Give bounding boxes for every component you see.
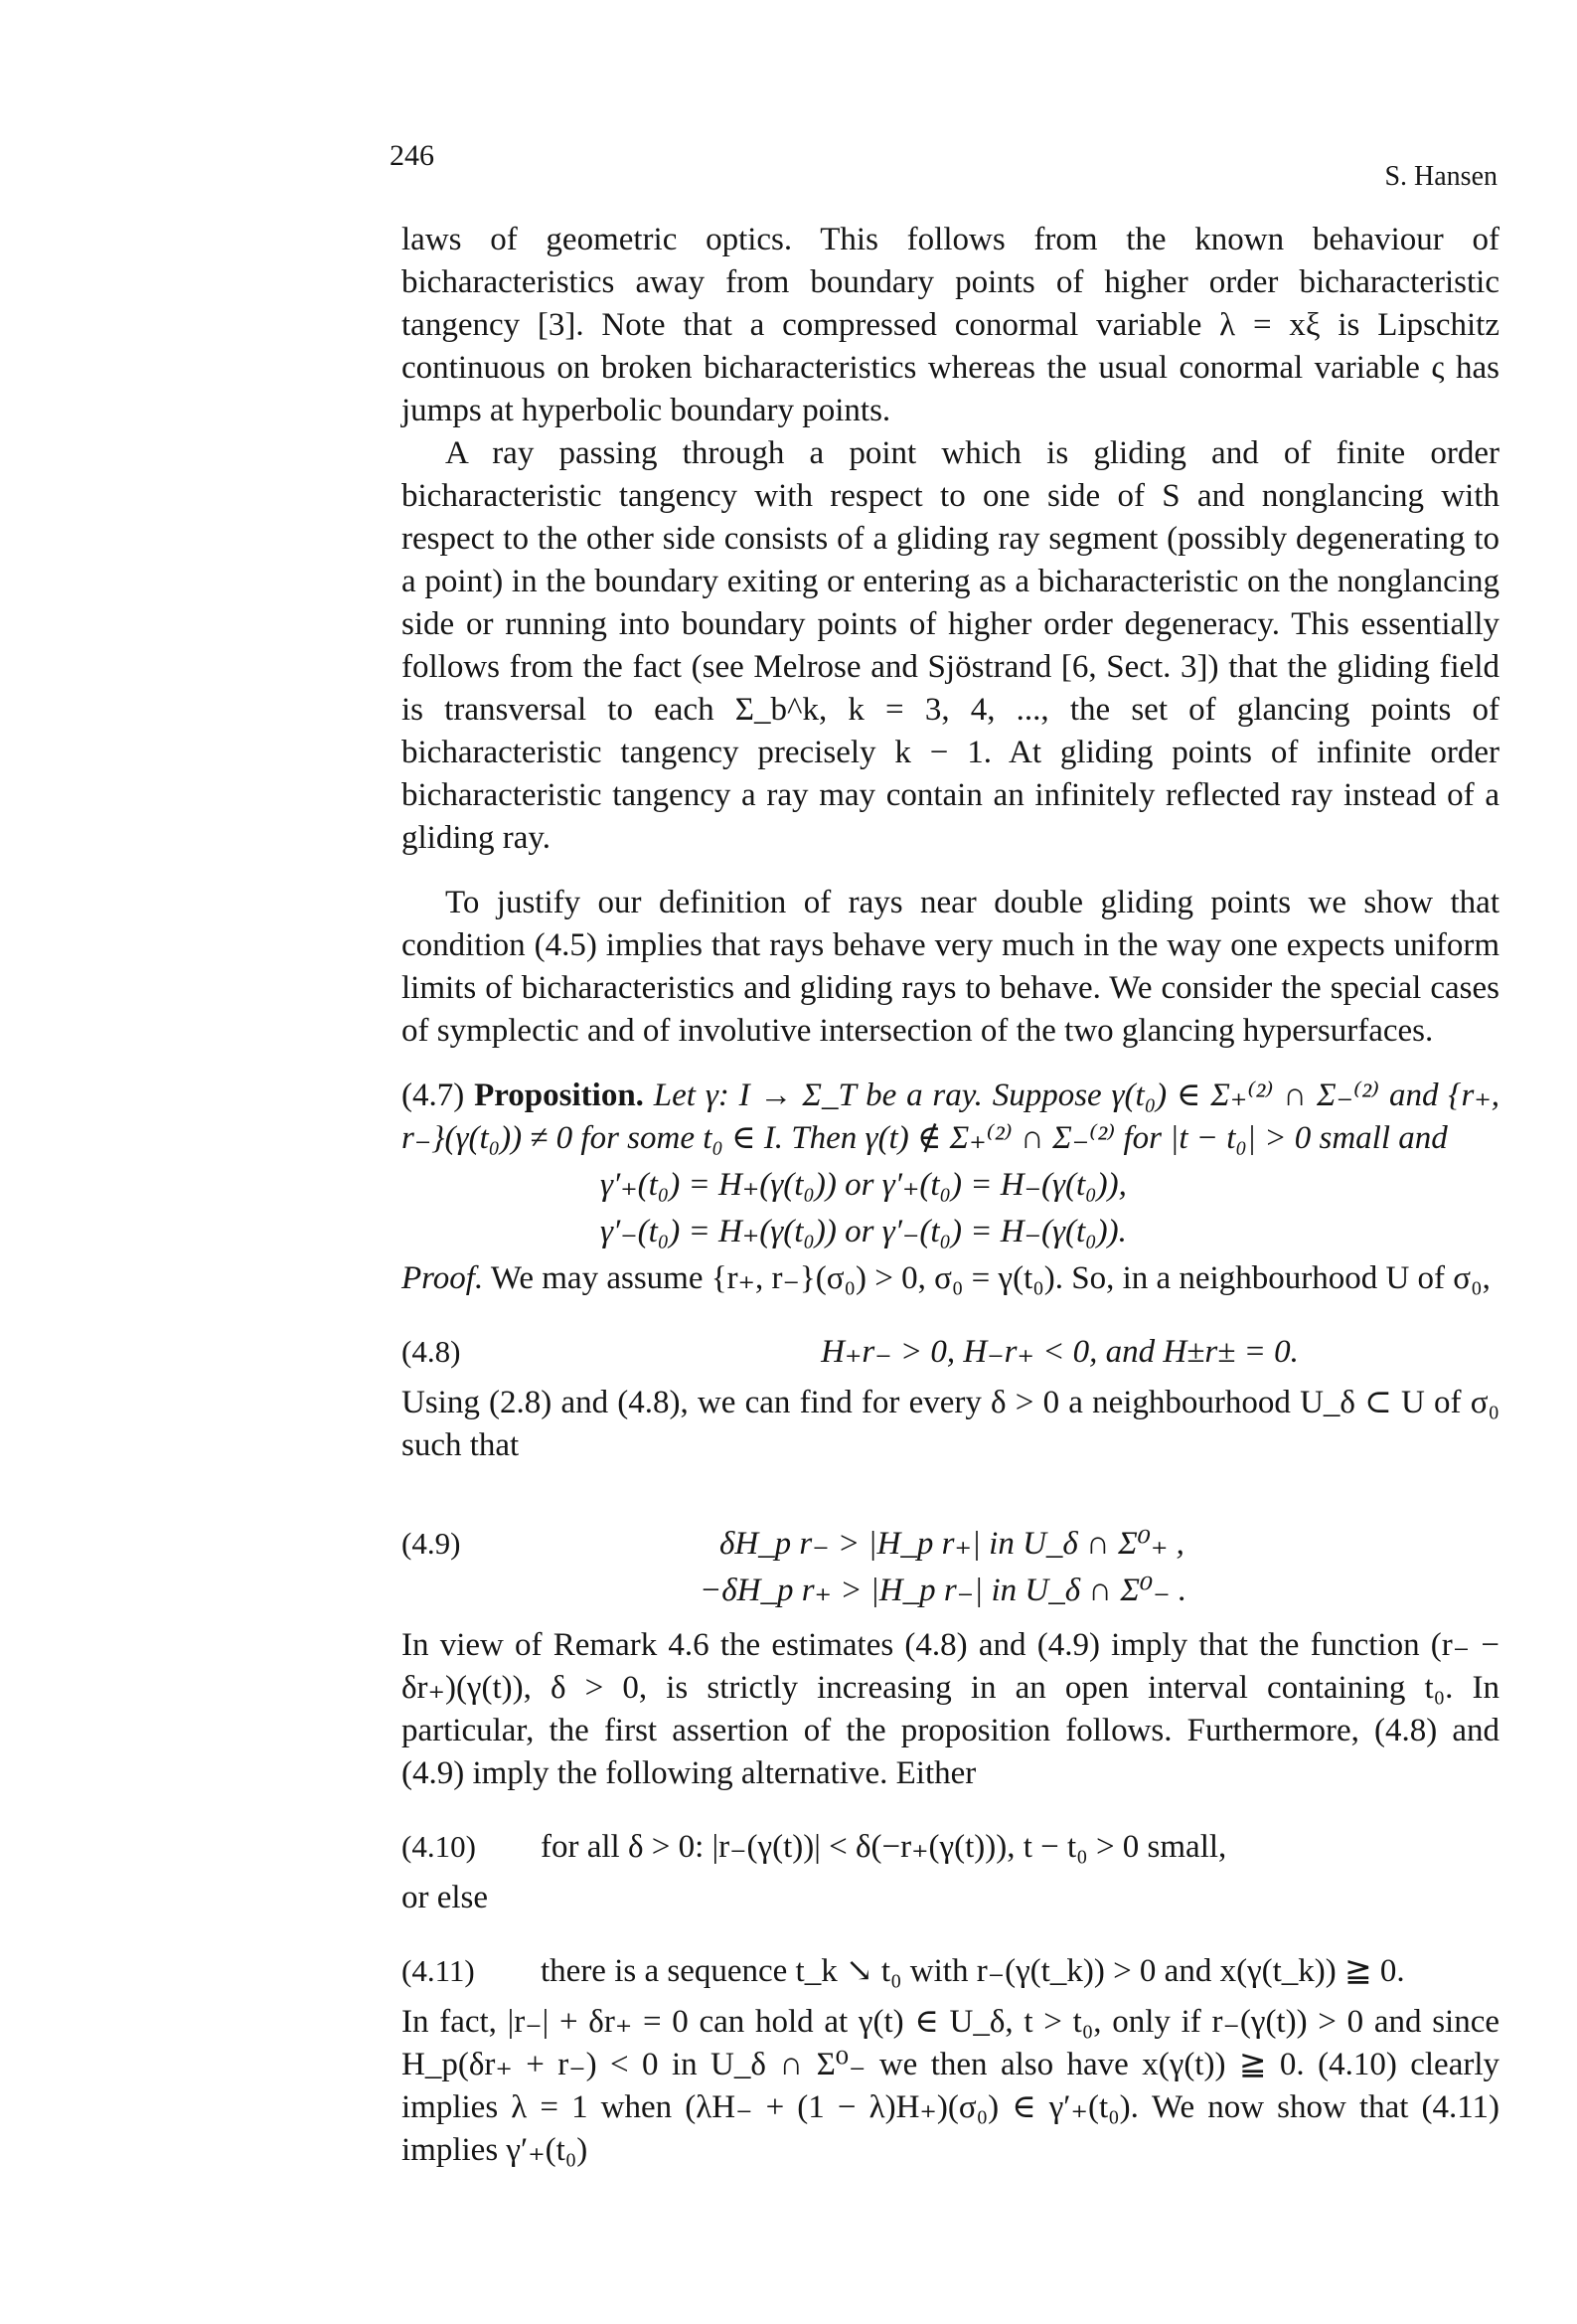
equation-4-9: [401, 1519, 1499, 1616]
equation-body: H₊r₋ > 0, H₋r₊ < 0, and H±r± = 0.: [821, 1334, 1299, 1370]
proposition-number: (4.7): [401, 1078, 465, 1113]
equation-4-8: [401, 1330, 1499, 1374]
paragraph-1: laws of geometric optics. This follows from the known behaviour of bicharacteristics away from boundary points of higher order bicharacteristic tangency [3]. Note that a compressed conormal variable λ = xξ is Lipschitz continuous on broken bicharacteristics whereas the usual conormal variable ς has jumps at hyperbolic boundary points.: [401, 222, 1499, 428]
proof: [401, 1257, 1499, 1300]
page-number: 246: [390, 139, 434, 172]
proposition-4-7: [401, 1075, 1499, 1160]
equation-number: (4.11): [401, 1953, 475, 1988]
equation-4-10: [401, 1825, 1499, 1869]
equation-body: for all δ > 0: |r₋(γ(t))| < δ(−r₊(γ(t))), t − t₀ > 0 small,: [541, 1829, 1227, 1865]
equation-4-11: [401, 1949, 1499, 1993]
paragraph-after-4-8: Using (2.8) and (4.8), we can find for every δ > 0 a neighbourhood U_δ ⊂ U of σ₀ such that: [401, 1385, 1499, 1463]
equation-number: (4.8): [401, 1334, 461, 1369]
equation-4-9-line-2: −δH_p r₊ > |H_p r₋| in U_δ ∩ Σ⁰₋ .: [700, 1573, 1187, 1608]
proof-text: We may assume {r₊, r₋}(σ₀) > 0, σ₀ = γ(t₀). So, in a neighbourhood U of σ₀,: [490, 1260, 1491, 1296]
final-paragraph: In fact, |r₋| + δr₊ = 0 can hold at γ(t) ∈ U_δ, t > t₀, only if r₋(γ(t)) > 0 and since H_p(δr₊ + r₋) < 0 in U_δ ∩ Σ⁰₋ we then also have x(γ(t)) ≧ 0. (4.10) clearly implies λ = 1 when (λH₋ + (1 − λ)H₊)(σ₀) ∈ γ′₊(t₀). We now show that (4.11) implies γ′₊(t₀): [401, 2004, 1499, 2168]
paragraph-2: A ray passing through a point which is gliding and of finite order bicharacteristic tangency with respect to one side of S and nonglancing with respect to the other side consists of a gliding ray segment (possibly degenerating to a point) in the boundary exiting or entering as a bicharacteristic on the nonglancing side or running into boundary points of higher order degeneracy. This essentially follows from the fact (see Melrose and Sjöstrand [6, Sect. 3]) that the gliding field is transversal to each Σ_b^k, k = 3, 4, ..., the set of glancing points of bicharacteristic tangency precisely k − 1. At gliding points of infinite order bicharacteristic tangency a ray may contain an infinitely reflected ray instead of a gliding ray.: [401, 435, 1499, 856]
proposition-eq-1: γ′₊(t₀) = H₊(γ(t₀)) or γ′₊(t₀) = H₋(γ(t₀)),: [600, 1167, 1127, 1203]
equation-number: (4.9): [401, 1526, 461, 1561]
paragraph-3: To justify our definition of rays near double gliding points we show that condition (4.5) implies that rays behave very much in the way one expects uniform limits of bicharacteristics and gliding rays to behave. We consider the special cases of symplectic and of involutive intersection of the two glancing hypersurfaces.: [401, 885, 1499, 1049]
proof-head: Proof.: [401, 1260, 484, 1296]
equation-4-9-line-1: δH_p r₋ > |H_p r₊| in U_δ ∩ Σ⁰₊ ,: [719, 1526, 1184, 1562]
equation-body: there is a sequence t_k ↘ t₀ with r₋(γ(t_k)) > 0 and x(γ(t_k)) ≧ 0.: [541, 1953, 1405, 1989]
running-header-author: S. Hansen: [1384, 161, 1498, 192]
proposition-eq-2: γ′₋(t₀) = H₊(γ(t₀)) or γ′₋(t₀) = H₋(γ(t₀)).: [600, 1214, 1127, 1249]
page-body: [401, 219, 1499, 2172]
or-else-text: or else: [401, 1880, 489, 1915]
paragraph-after-4-9: In view of Remark 4.6 the estimates (4.8) and (4.9) imply that the function (r₋ − δr₊)(γ(t)), δ > 0, is strictly increasing in an open interval containing t₀. In particular, the first assertion of the proposition follows. Furthermore, (4.8) and (4.9) imply the following alternative. Either: [401, 1627, 1499, 1791]
proposition-title: Proposition.: [474, 1078, 644, 1113]
equation-number: (4.10): [401, 1829, 476, 1864]
proposition-text: Let γ: I → Σ_T be a ray. Suppose γ(t₀) ∈ Σ₊⁽²⁾ ∩ Σ₋⁽²⁾ and {r₊, r₋}(γ(t₀)) ≠ 0 for some t₀ ∈ I. Then γ(t) ∉ Σ₊⁽²⁾ ∩ Σ₋⁽²⁾ for |t − t₀| > 0 small and: [401, 1078, 1500, 1156]
